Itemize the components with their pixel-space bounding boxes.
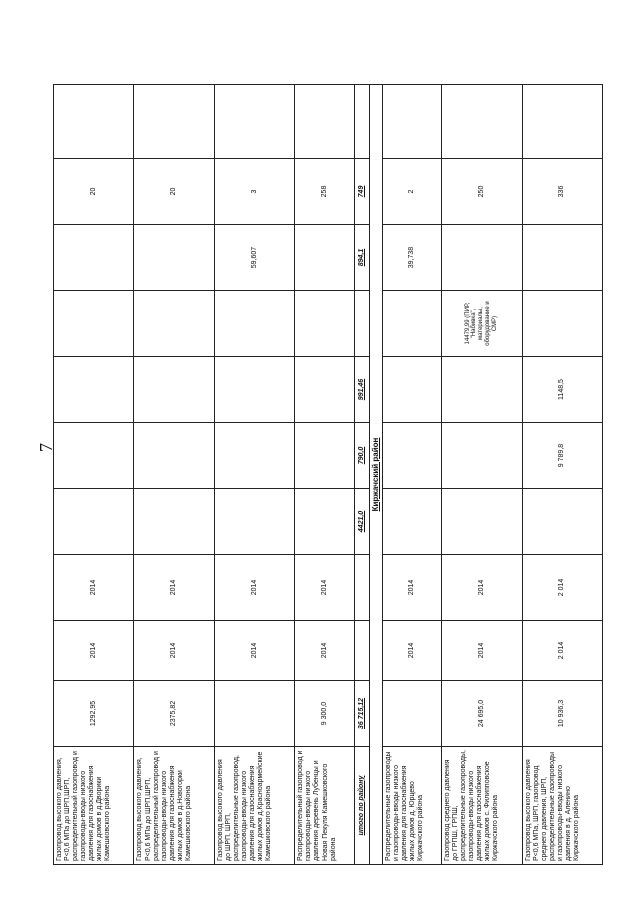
object-name: Распределительный газопровод и газопроводы-вводы низкого давления деревень Лубенцы и Новая Пекуля Камешковского района (295, 747, 354, 865)
rotated-table-page (53, 85, 603, 865)
object-name: Газопровод высокого давления, Р<0,6 МПа до ШРП,ШРП, распределительный газопровод и газопроводы-вводы низкого давления для газоснабжения жилых домов в д.Дворики Камешковского района (54, 747, 134, 865)
table-row: Газопровод высокого давления Р<0,6 МПа, ШРП, газопровод среднего давления, ШРП, распределительные газопроводы и газопроводы-вводы низкого давления в д. Аленино Киржачского района 10 936,3 2 014 2 014 9 789,8 1148,5 336 (522, 85, 603, 865)
section-header-row (369, 85, 382, 865)
table-row: Газопровод высокого давления, Р<0,6 МПа до ШРП,ШРП, распределительный газопровод и газопроводы-вводы низкого давления для газоснабжения жилых домов в д.Дворики Камешковского района 1292,95 2014 2014 20 (54, 85, 134, 865)
object-name: Распределительные газопроводы и газопроводы-вводы низкого давления для газоснабжения жилых домов д. Юрцево Киржачского района (382, 747, 441, 865)
table-row: Распределительный газопровод и газопроводы-вводы низкого давления деревень Лубенцы и Новая Пекуля Камешковского района 9 300,0 2014 2014 258 (295, 85, 354, 865)
object-name: Газопровод высокого давления до ШРП, ШРП, распределительные газопровод, газопроводы-вводы низкого давления для газоснабжения жилых домов д.Красноармейские Камешковского района (214, 747, 294, 865)
section-title: Киржачский район (369, 85, 382, 865)
object-name: Газопровод высокого давления Р<0,6 МПа, ШРП, газопровод среднего давления, ШРП, распределительные газопроводы и газопроводы-вводы низкого давления в д. Аленино Киржачского района (522, 747, 603, 865)
total-row: итого по району 36 715,12 4421,0 790,0 991,46 894,1 749 (354, 85, 369, 865)
table-row: Газопровод высокого давления, Р<0,6 МПа до ШРП,ШРП, распределительный газопровод и газопроводы-вводы низкого давления для газоснабжения жилых домов в д.Новогорки Камешковского района 2375,82 2014 2014 20 (134, 85, 214, 865)
table-row: Распределительные газопроводы и газопроводы-вводы низкого давления для газоснабжения жилых домов д. Юрцево Киржачского района 2014 2014 39,738 2 (382, 85, 441, 865)
table-row: Газопровод высокого давления до ШРП, ШРП, распределительные газопровод, газопроводы-вводы низкого давления для газоснабжения жилых домов д.Красноармейские Камешковского района 2014 2014 59,607 3 (214, 85, 294, 865)
object-name: Газопровод среднего давления до ГРПШ, ГРПШ, распределительные газопроводы, газопроводы-вводы низкого давления для газоснабжения жилых домов с. Филипповское Киржачского района (442, 747, 522, 865)
page-number: 7 (36, 443, 56, 452)
cost-note: 14479,99 (ПИР, "Набивка", материалы, оборудование и СМР) (442, 291, 522, 357)
total-label: итого по району (354, 747, 369, 865)
gas-pipeline-table (53, 84, 603, 865)
table-row: Газопровод среднего давления до ГРПШ, ГРПШ, распределительные газопроводы, газопроводы-вводы низкого давления для газоснабжения жилых домов с. Филипповское Киржачского района 24 695,0 2014 2014 14479,99 (ПИР, "Набивка", материалы, оборудование и СМР) 250 (442, 85, 522, 865)
object-name: Газопровод высокого давления, Р<0,6 МПа до ШРП,ШРП, распределительный газопровод и газопроводы-вводы низкого давления для газоснабжения жилых домов в д.Новогорки Камешковского района (134, 747, 214, 865)
